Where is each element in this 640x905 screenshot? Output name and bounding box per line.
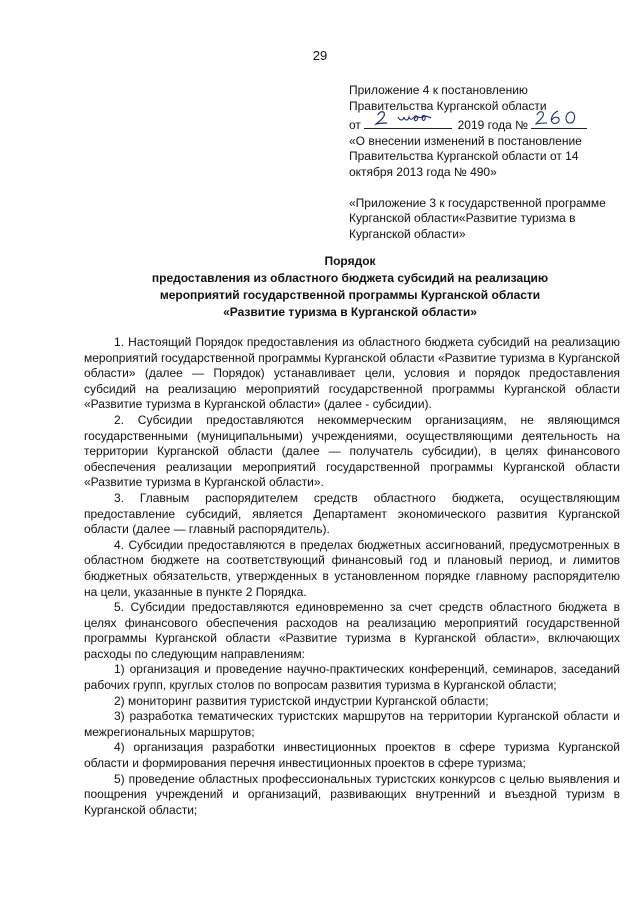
title-line-2: предоставления из областного бюджета субсидий на реализацию <box>151 271 549 285</box>
handwritten-number-icon <box>531 108 587 126</box>
date-suffix: 2019 года № <box>457 118 529 133</box>
handwritten-number <box>531 114 587 129</box>
appendix-line-2: Правительства Курганской области <box>349 98 547 113</box>
paragraph-3: 3. Главным распорядителем средств областного бюджета, осуществляющим предоставление субсидий, является Департамент экономического развития Курганской области (далее — главный распорядитель). <box>84 490 620 537</box>
title-line-1: Порядок <box>324 254 376 268</box>
list-item-2: 2) мониторинг развития туристской индустрии Курганской области; <box>114 693 489 708</box>
list-item-4: 4) организация разработки инвестиционных проектов в сфере туризма Курганской области и формирования перечня инвестиционных проектов в сфере туризма; <box>84 740 620 771</box>
paragraph-5: 5. Субсидии предоставляются единовременно за счет средств областного бюджета в целях финансового обеспечения расходов на реализацию мероприятий государственной программы Курганской области «Развитие туризма в Курганской области», включающих расходы по следующим направлениям: <box>84 600 620 661</box>
handwritten-date <box>364 114 452 129</box>
appendix-line-1: Приложение 4 к постановлению <box>349 83 528 97</box>
title-line-4: «Развитие туризма в Курганской области» <box>223 305 477 319</box>
paragraph-4: 4. Субсидии предоставляются в пределах бюджетных ассигнований, предусмотренных в областном бюджете на соответствующий финансовый год и плановый период, и лимитов бюджетных обязательств, утвержденных в установленном порядке главному распорядителю на цели, указанные в пункте 2 Порядка. <box>84 537 620 599</box>
list-item-3: 3) разработка тематических туристских маршрутов на территории Курганской области и межрегиональных маршрутов; <box>84 709 620 739</box>
handwritten-date-icon <box>364 108 452 126</box>
amendment-text: «О внесении изменений в постановление Правительства Курганской области от 14 октября 2013 года № 490» <box>349 133 582 179</box>
paragraph-1: 1. Настоящий Порядок предоставления из областного бюджета субсидий на реализацию мероприятий государственной программы Курганской области «Развитие туризма в Курганской области» (далее — Порядок) устанавливает цели, условия и порядок предоставления субсидий на реализацию мероприятий государственной программы Курганской области «Развитие туризма в Курганской области» (далее - субсидии). <box>84 335 620 412</box>
paragraph-2: 2. Субсидии предоставляются некоммерческим организациям, не являющимся государственными (муниципальными) учреждениями, осуществляющими деятельность на территории Курганской области (далее — получатель субсидии), в целях финансового обеспечения реализации мероприятий государственной программы Курганской области «Развитие туризма в Курганской области». <box>84 412 620 490</box>
list-item-5: 5) проведение областных профессиональных туристских конкурсов с целью выявления и поощрения учреждений и организаций, развивающих внутренний и въездной туризм в Курганской области; <box>84 771 620 817</box>
document-body <box>84 335 620 818</box>
program-appendix-text: «Приложение 3 к государственной программе Курганской области«Развитие туризма в Курганской области» <box>349 195 606 241</box>
appendix-block <box>349 83 611 242</box>
page-number: 29 <box>312 48 328 63</box>
date-prefix: от <box>349 118 361 133</box>
document-title <box>80 253 620 321</box>
list-item-1: 1) организация и проведение научно-практических конференций, семинаров, заседаний рабочих групп, круглых столов по вопросам развития туризма в Курганской области; <box>84 662 620 693</box>
title-line-3: мероприятий государственной программы Курганской области <box>159 288 541 302</box>
appendix-date-line <box>349 114 611 134</box>
